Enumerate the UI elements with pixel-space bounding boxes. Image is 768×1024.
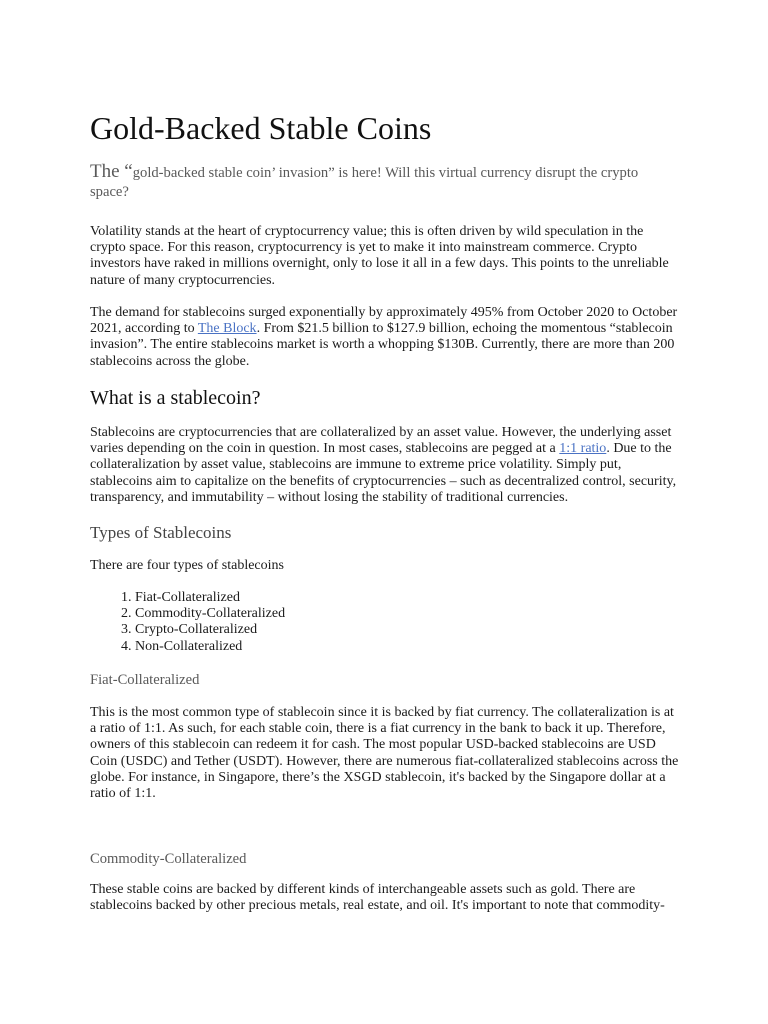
page-subtitle (90, 162, 680, 202)
what-is-text-after: . Due to the collateralization by asset value, stablecoins are immune to extreme price volatility. Simply put, stablecoins aim to capitalize on the benefits of cryptocurrencies – such as decentralized control, security, transparency, and immutability – without losing the stability of traditional currencies. (90, 441, 677, 505)
types-list (90, 590, 285, 655)
list-item: 4. Non-Collateralized (135, 639, 285, 655)
the-block-link[interactable]: The Block (197, 321, 257, 337)
types-intro: There are four types of stablecoins (90, 558, 284, 573)
what-is-paragraph (90, 425, 680, 506)
ratio-link[interactable]: 1:1 ratio (559, 441, 607, 457)
what-is-stablecoin-heading: What is a stablecoin? (90, 387, 261, 409)
commodity-paragraph: These stable coins are backed by different kinds of interchangeable assets such as gold. There are stablecoins backed by other precious metals, real estate, and oil. It's important to note that commodity- (90, 882, 665, 914)
intro-paragraph: Volatility stands at the heart of cryptocurrency value; this is often driven by wild speculation in the crypto space. For this reason, cryptocurrency is yet to make it into mainstream commerce. Crypto investors have raked in millions overnight, only to lose it all in a few days. This points to the unreliable nature of many cryptocurrencies. (90, 224, 669, 288)
demand-paragraph (90, 305, 680, 370)
what-is-text-before: Stablecoins are cryptocurrencies that are collateralized by an asset value. However, the underlying asset varies depending on the coin in question. In most cases, stablecoins are pegged at a (90, 425, 672, 457)
subtitle-text: gold-backed stable coin’ invasion” is here! Will this virtual currency disrupt the crypto space? (90, 165, 639, 200)
page-title: Gold-Backed Stable Coins (90, 110, 432, 146)
fiat-paragraph: This is the most common type of stablecoin since it is backed by fiat currency. The collateralization is at a ratio of 1:1. As such, for each stable coin, there is a fiat currency in the bank to back it up. Therefore, owners of this stablecoin can redeem it for cash. The most popular USD-backed stablecoins are USD Coin (USDC) and Tether (USDT). However, there are numerous fiat-collateralized stablecoins across the globe. For instance, in Singapore, there’s the XSGD stablecoin, it's backed by the Singapore dollar at a ratio of 1:1. (90, 705, 679, 802)
subtitle-lead: The “ (90, 161, 133, 182)
list-item: 2. Commodity-Collateralized (135, 606, 285, 622)
list-item: 3. Crypto-Collateralized (135, 622, 285, 638)
demand-text-after: . From $21.5 billion to $127.9 billion, echoing the momentous “stablecoin invasion”. The entire stablecoins market is worth a whopping $130B. Currently, there are more than 200 stablecoins across the globe. (90, 321, 675, 369)
types-heading: Types of Stablecoins (90, 523, 232, 542)
demand-text-before: The demand for stablecoins surged exponentially by approximately 495% from October 2020 to October 2021, according to (90, 305, 678, 337)
list-item: 1. Fiat-Collateralized (135, 590, 285, 606)
commodity-heading: Commodity-Collateralized (90, 851, 247, 867)
fiat-heading: Fiat-Collateralized (90, 672, 200, 688)
